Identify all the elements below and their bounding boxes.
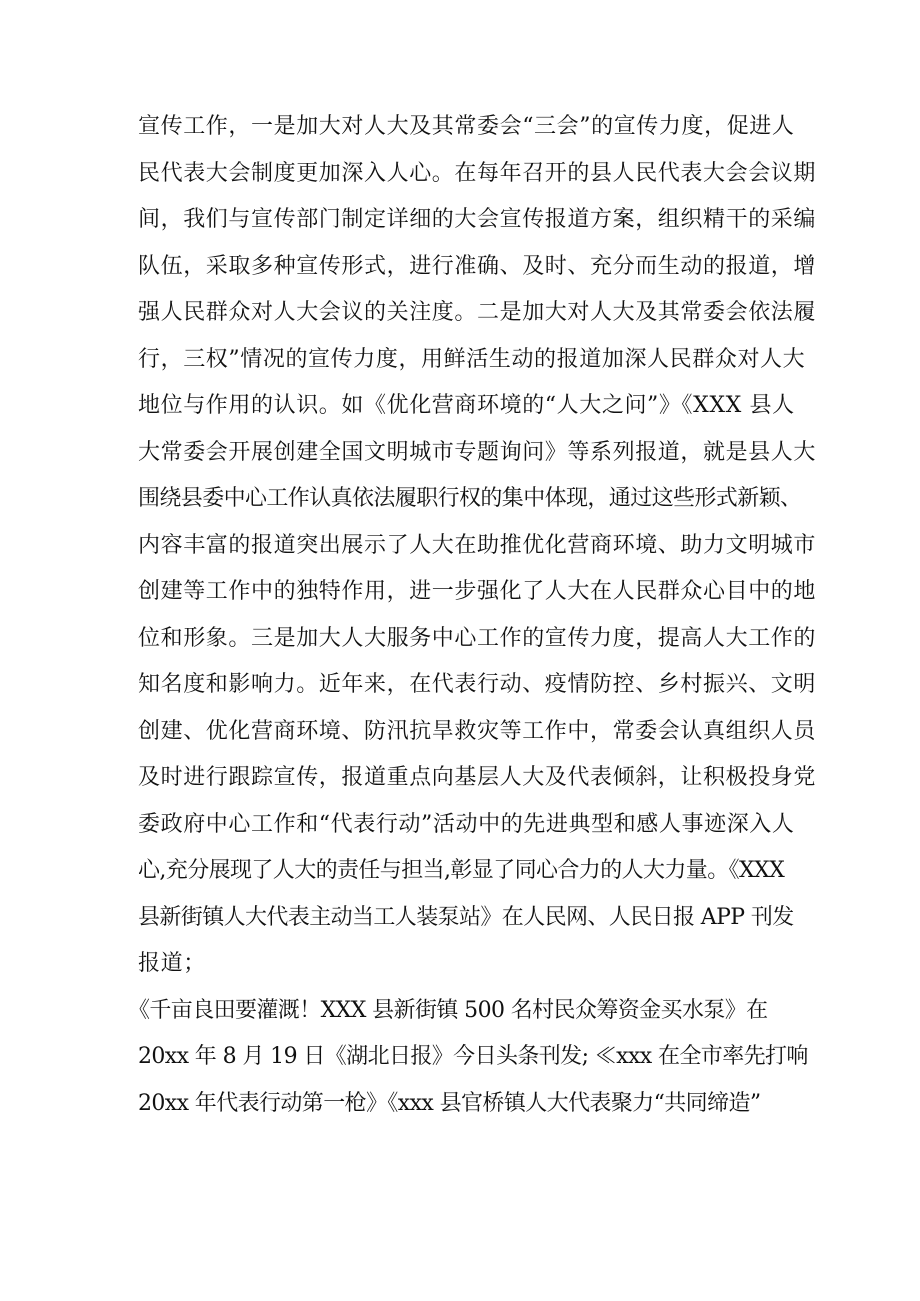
text-line: 创建等工作中的独特作用，进一步强化了人大在人民群众心目中的地 [138,579,817,604]
text-line: 行，三权”情况的宣传力度，用鲜活生动的报道加深人民群众对人大 [138,346,806,372]
text-line: 位和形象。三是加大人大服务中心工作的宣传力度，提高人大工作的 [138,625,817,651]
text-line: 民代表大会制度更加深入人心。在每年召开的县人民代表大会会议期 [138,160,817,186]
text-line: 委政府中心工作和“代表行动”活动中的先进典型和感人事迹深入人 [138,811,795,837]
text-line: 大常委会开展创建全国文明城市专题询问》等系列报道，就是县人大 [138,439,817,465]
body-text [128,104,817,1127]
text-line: 报道； [138,951,206,976]
text-line: 20xx 年代表行动第一枪》《xxx 县官桥镇人大代表聚力“共同缔造” [138,1090,761,1116]
text-line: 20xx 年 8 月 19 日《湖北日报》今日头条刊发; ≪xxx 在全市率先打响 [138,1044,808,1069]
text-line: 知名度和影响力。近年来，在代表行动、疫情防控、乡村振兴、文明 [138,672,817,697]
text-line: 强人民群众对人大会议的关注度。二是加大对人大及其常委会依法履 [138,300,817,325]
text-line: 及时进行跟踪宣传，报道重点向基层人大及代表倾斜，让积极投身党 [138,765,817,790]
text-line: 心,充分展现了人大的责任与担当,彰显了同心合力的人大力量。《XXX [138,858,785,883]
text-line: 创建、优化营商环境、防汛抗旱救灾等工作中，常委会认真组织人员 [138,718,817,744]
text-line: 内容丰富的报道突出展示了人大在助推优化营商环境、助力文明城市 [138,532,817,558]
text-line: 间，我们与宣传部门制定详细的大会宣传报道方案，组织精干的采编 [138,207,817,232]
text-line: 县新街镇人大代表主动当工人装泵站》在人民网、人民日报 APP 刊发 [138,904,794,930]
text-line: 围绕县委中心工作认真依法履职行权的集中体现，通过这些形式新颖、 [138,486,802,511]
text-line: 《千亩良田要灌溉！XXX 县新街镇 500 名村民众筹资金买水泵》在 [128,997,768,1023]
text-line: 宣传工作，一是加大对人大及其常委会“三会”的宣传力度，促进人 [138,114,795,139]
text-line: 地位与作用的认识。如《优化营商环境的“人大之问”》《XXX 县人 [138,393,795,418]
text-line: 队伍，采取多种宣传形式，进行准确、及时、充分而生动的报道，增 [138,253,817,279]
